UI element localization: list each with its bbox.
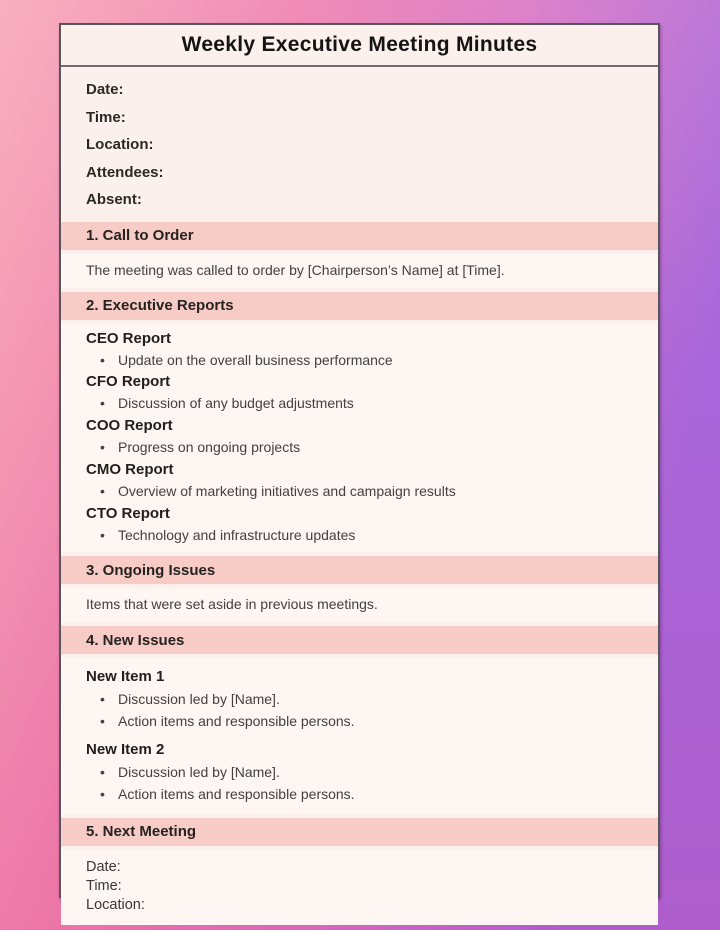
new-issues-list (61, 658, 658, 813)
bullet-item (86, 481, 633, 503)
bullet-text: Discussion led by [Name]. (118, 691, 280, 708)
report-title: CFO Report (86, 373, 171, 391)
report-item (86, 371, 633, 415)
section-heading-executive-reports: 2. Executive Reports (61, 292, 658, 320)
bullet-text: Discussion of any budget adjustments (118, 395, 354, 412)
bullet-text: Discussion led by [Name]. (118, 764, 280, 781)
new-issue-title: New Item 2 (86, 741, 165, 759)
bullet-item (86, 762, 633, 784)
bullet-item (86, 393, 633, 415)
section-heading-ongoing-issues: 3. Ongoing Issues (61, 556, 658, 584)
new-issue-title: New Item 1 (86, 668, 165, 686)
new-issue-bullet-list (86, 762, 633, 806)
report-item (86, 503, 633, 547)
bullet-text: Technology and infrastructure updates (118, 526, 356, 543)
bullet-icon: • (100, 691, 105, 708)
bullet-text: Progress on ongoing projects (118, 439, 301, 456)
report-title: CTO Report (86, 504, 170, 522)
next-meeting-fields (61, 850, 658, 925)
new-issue-item (86, 738, 633, 806)
bullet-item (86, 711, 633, 733)
document-title-bar (61, 25, 658, 67)
page-title: Weekly Executive Meeting Minutes (181, 33, 538, 56)
minutes-document (59, 23, 660, 913)
bullet-text: Overview of marketing initiatives and campaign results (118, 482, 456, 499)
next-meeting-field-label: Location: (86, 896, 145, 913)
call-to-order-paragraph: The meeting was called to order by [Chairperson’s Name] at [Time]. (61, 254, 658, 288)
next-meeting-field-label: Date: (86, 858, 121, 875)
bullet-icon: • (100, 764, 105, 781)
report-title: CEO Report (86, 329, 172, 347)
meeting-meta-fields (61, 67, 658, 218)
report-bullet-list (86, 350, 633, 372)
report-bullet-list (86, 437, 633, 459)
bullet-icon: • (100, 351, 105, 368)
bullet-icon: • (100, 713, 105, 730)
meta-field-label: Date: (86, 81, 124, 98)
next-meeting-field-label: Time: (86, 877, 122, 894)
report-bullet-list (86, 481, 633, 503)
bullet-icon: • (100, 785, 105, 802)
section-heading-new-issues: 4. New Issues (61, 626, 658, 654)
meta-field-label: Absent: (86, 191, 142, 208)
report-bullet-list (86, 393, 633, 415)
bullet-icon: • (100, 395, 105, 412)
bullet-item (86, 437, 633, 459)
section-heading-call-to-order: 1. Call to Order (61, 222, 658, 250)
meta-field-label: Location: (86, 136, 154, 153)
bullet-text: Action items and responsible persons. (118, 785, 355, 802)
ongoing-issues-paragraph: Items that were set aside in previous meetings. (61, 588, 658, 622)
bullet-text: Update on the overall business performance (118, 351, 393, 368)
report-item (86, 415, 633, 459)
bullet-item (86, 784, 633, 806)
bullet-text: Action items and responsible persons. (118, 713, 355, 730)
report-item (86, 459, 633, 503)
bullet-item (86, 525, 633, 547)
report-title: COO Report (86, 417, 173, 435)
report-item (86, 328, 633, 372)
bullet-item (86, 350, 633, 372)
meta-field-label: Time: (86, 108, 126, 126)
report-title: CMO Report (86, 460, 174, 478)
executive-reports-list (61, 324, 658, 553)
bullet-icon: • (100, 526, 105, 543)
bullet-item (86, 689, 633, 711)
report-bullet-list (86, 525, 633, 547)
bullet-icon: • (100, 482, 105, 499)
new-issue-item (86, 665, 633, 733)
section-heading-next-meeting: 5. Next Meeting (61, 818, 658, 846)
new-issue-bullet-list (86, 689, 633, 733)
bullet-icon: • (100, 439, 105, 456)
meta-field-label: Attendees: (86, 163, 164, 181)
